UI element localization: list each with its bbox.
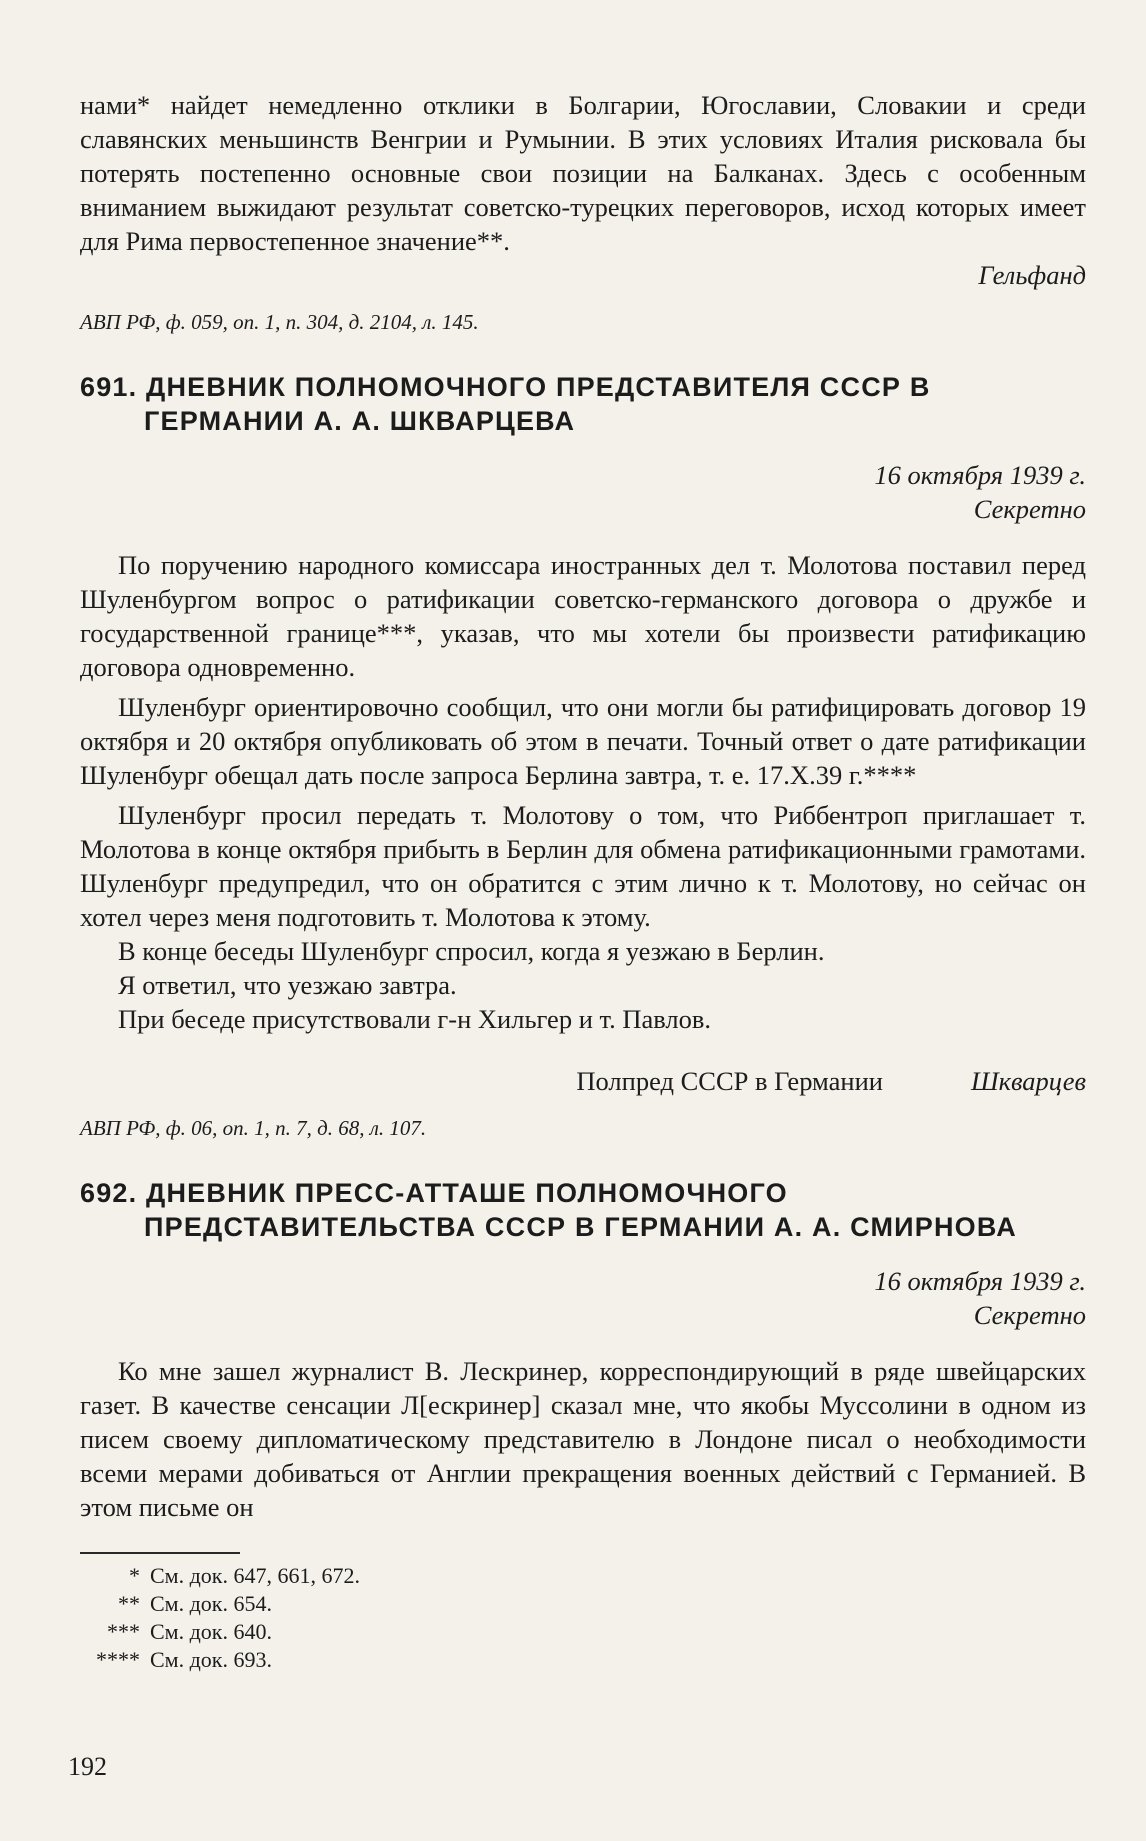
doc-691-body xyxy=(80,548,1086,1036)
doc-691-paragraph: Я ответил, что уезжаю завтра. xyxy=(118,970,457,1000)
doc-691-paragraph: Шуленбург ориентировочно сообщил, что они могли бы ратифицировать договор 19 октября и 20 октября опубликовать об этом в печати. Точный ответ о дате ратификации Шуленбург обещал дать после запроса Берлина завтра, т. е. 17.X.39 г.**** xyxy=(80,692,1086,790)
doc-691-secrecy: Секретно xyxy=(973,494,1086,524)
footnote-text: См. док. 647, 661, 672. xyxy=(150,1563,360,1588)
doc-692-heading: 692. ДНЕВНИК ПРЕСС-АТТАШЕ ПОЛНОМОЧНОГО ПРЕДСТАВИТЕЛЬСТВА СССР В ГЕРМАНИИ А. А. СМИРНОВА xyxy=(80,1178,1017,1242)
doc-691-paragraph: По поручению народного комиссара иностранных дел т. Молотова поставил перед Шуленбургом вопрос о ратификации советско-германского договора о дружбе и государственной границе***, указав, что мы хотели бы произвести ратификацию договора одновременно. xyxy=(80,550,1086,682)
footnote-text: См. док. 693. xyxy=(150,1647,272,1672)
footnote-item xyxy=(80,1618,1086,1646)
doc-691-paragraph: При беседе присутствовали г-н Хильгер и т. Павлов. xyxy=(118,1004,712,1034)
doc-692-date: 16 октября 1939 г. xyxy=(874,1266,1086,1296)
doc-692-date-block xyxy=(80,1264,1086,1332)
intro-signature: Гельфанд xyxy=(978,260,1086,290)
footnote-mark: *** xyxy=(107,1619,140,1644)
intro-archive-reference: АВП РФ, ф. 059, оп. 1, п. 304, д. 2104, л. 145. xyxy=(80,310,479,334)
footnote-item xyxy=(80,1562,1086,1590)
intro-paragraph: нами* найдет немедленно отклики в Болгарии, Югославии, Словакии и среди славянских меньшинств Венгрии и Румынии. В этих условиях Италия рисковала бы потерять постепенно основные свои позиции на Балканах. Здесь с особенным вниманием выжидают результат советско-турецких переговоров, исход которых имеет для Рима первостепенное значение**. xyxy=(80,90,1086,256)
doc-692-secrecy: Секретно xyxy=(973,1300,1086,1330)
doc-691-signoff xyxy=(80,1064,1086,1098)
footnote-mark: * xyxy=(129,1563,140,1588)
doc-691-date: 16 октября 1939 г. xyxy=(874,460,1086,490)
doc-691-paragraph: Шуленбург просил передать т. Молотову о том, что Риббентроп приглашает т. Молотова в конце октября прибыть в Берлин для обмена ратификационными грамотами. Шуленбург предупредил, что он обратится с этим лично к т. Молотову, но сейчас он хотел через меня подготовить т. Молотова к этому. xyxy=(80,800,1086,932)
footnote-divider xyxy=(80,1552,240,1554)
doc-691-position: Полпред СССР в Германии xyxy=(576,1066,883,1096)
footnote-mark: **** xyxy=(96,1647,140,1672)
doc-691-paragraph: В конце беседы Шуленбург спросил, когда я уезжаю в Берлин. xyxy=(118,936,825,966)
footnotes xyxy=(80,1562,1086,1674)
footnote-mark: ** xyxy=(118,1591,140,1616)
footnote-item xyxy=(80,1646,1086,1674)
footnote-text: См. док. 640. xyxy=(150,1619,272,1644)
footnote-text: См. док. 654. xyxy=(150,1591,272,1616)
doc-691-heading: 691. ДНЕВНИК ПОЛНОМОЧНОГО ПРЕДСТАВИТЕЛЯ СССР В ГЕРМАНИИ А. А. ШКВАРЦЕВА xyxy=(80,372,931,436)
doc-691-date-block xyxy=(80,458,1086,526)
doc-691-signature: Шкварцев xyxy=(970,1066,1086,1096)
footnote-item xyxy=(80,1590,1086,1618)
page-number: 192 xyxy=(68,1752,107,1781)
doc-691-archive-reference: АВП РФ, ф. 06, оп. 1, п. 7, д. 68, л. 107. xyxy=(80,1116,427,1140)
doc-692-paragraph: Ко мне зашел журналист В. Лескринер, корреспондирующий в ряде швейцарских газет. В качестве сенсации Л[ескринер] сказал мне, что якобы Муссолини в одном из писем своему дипломатическому представителю в Лондоне писал о необходимости всеми мерами добиваться от Англии прекращения военных действий с Германией. В этом письме он xyxy=(80,1356,1086,1522)
